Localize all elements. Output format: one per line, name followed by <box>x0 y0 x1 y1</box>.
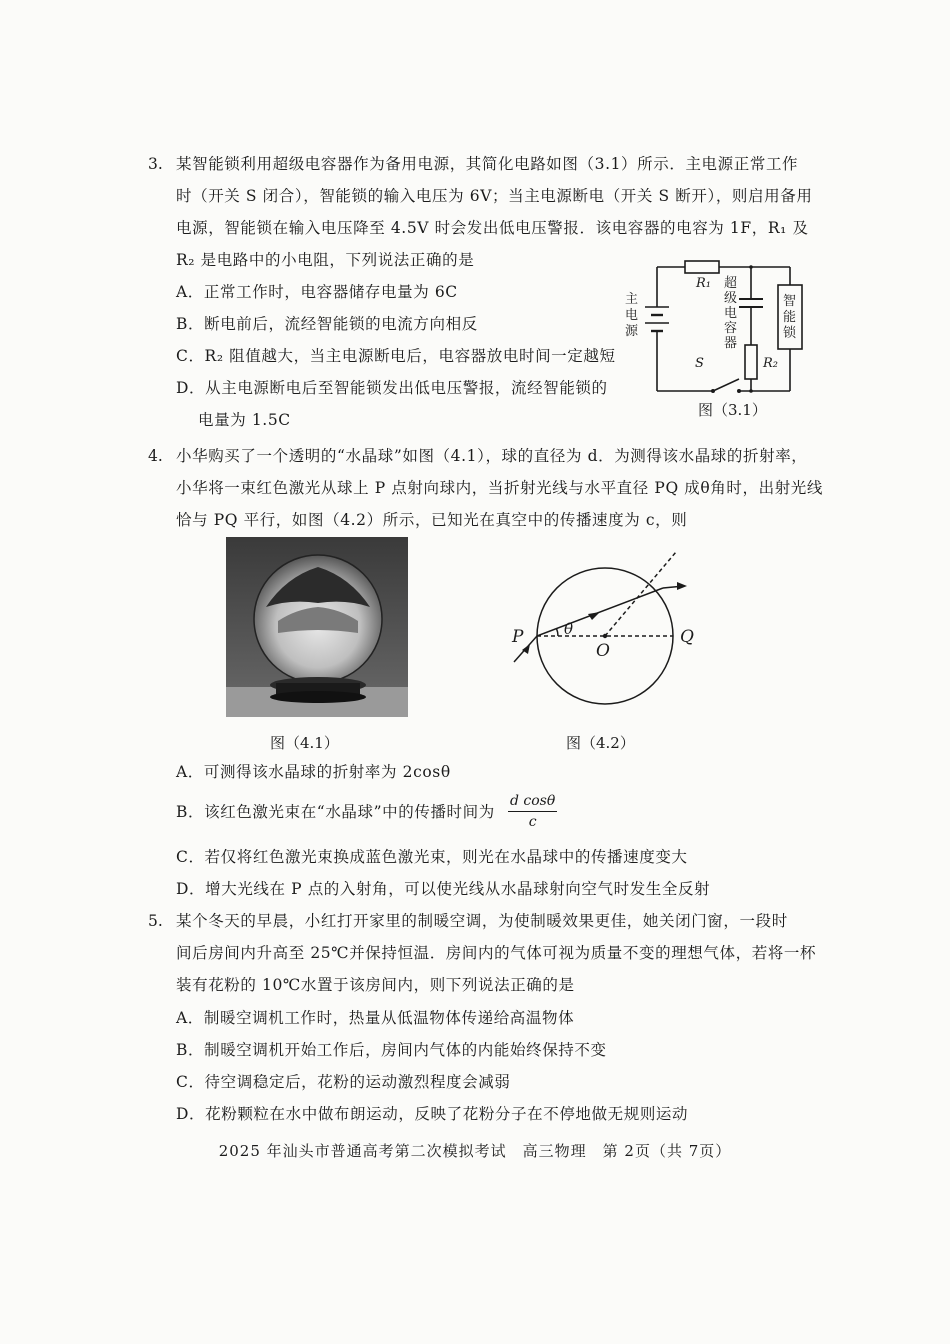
refraction-diagram <box>500 548 710 728</box>
fraction-denominator: c <box>528 814 537 830</box>
q3-option-c: C．R₂ 阻值越大，当主电源断电后，电容器放电时间一定越短 <box>176 347 616 365</box>
q5-option-c: C．待空调稳定后，花粉的运动激烈程度会减弱 <box>176 1073 511 1091</box>
circuit-diagram <box>615 255 820 420</box>
q4-stem-line-3: 恰与 PQ 平行，如图（4.2）所示，已知光在真空中的传播速度为 c，则 <box>176 511 688 529</box>
q4-stem-line-2: 小华将一束红色激光从球上 P 点射向球内，当折射光线与水平直径 PQ 成θ角时，出射光线 <box>176 479 824 497</box>
svg-text:级: 级 <box>724 291 738 306</box>
label-q: Q <box>680 627 694 647</box>
crystal-ball-photo <box>226 537 408 717</box>
fig-4-2-caption: 图（4.2） <box>566 734 635 752</box>
resistor-r1 <box>685 261 719 273</box>
switch-label: S <box>695 356 704 371</box>
q5-option-d: D．花粉颗粒在水中做布朗运动，反映了花粉分子在不停地做无规则运动 <box>176 1105 689 1123</box>
r1-label: R₁ <box>696 276 711 291</box>
fig-3-1-caption: 图（3.1） <box>698 401 767 419</box>
svg-text:电: 电 <box>625 308 639 323</box>
svg-text:容: 容 <box>724 321 738 336</box>
svg-text:主: 主 <box>625 292 639 307</box>
lock-label-vertical <box>783 294 797 341</box>
label-o: O <box>596 641 610 661</box>
q4-option-a: A．可测得该水晶球的折射率为 2cosθ <box>176 763 451 781</box>
page-footer: 2025 年汕头市普通高考第二次模拟考试 高三物理 第 2页（共 7页） <box>218 1142 732 1160</box>
q4-option-b-fraction <box>508 793 557 830</box>
q3-stem-line-4: R₂ 是电路中的小电阻，下列说法正确的是 <box>176 251 475 269</box>
q4-option-d: D．增大光线在 P 点的入射角，可以使光线从水晶球射向空气时发生全反射 <box>176 880 711 898</box>
q4-number: 4. <box>148 447 163 465</box>
q5-stem-line-3: 装有花粉的 10℃水置于该房间内，则下列说法正确的是 <box>176 976 575 994</box>
q5-number: 5. <box>148 912 163 930</box>
q5-option-a: A．制暖空调机工作时，热量从低温物体传递给高温物体 <box>176 1009 575 1027</box>
q3-stem-line-1: 某智能锁利用超级电容器作为备用电源，其简化电路如图（3.1）所示．主电源正常工作 <box>176 155 799 173</box>
q3-option-d-cont: 电量为 1.5C <box>198 411 291 429</box>
svg-text:锁: 锁 <box>783 326 797 341</box>
svg-text:智: 智 <box>783 294 797 309</box>
q3-number: 3. <box>148 155 163 173</box>
q4-stem-line-1: 小华购买了一个透明的“水晶球”如图（4.1），球的直径为 d．为测得该水晶球的折射率， <box>176 447 808 465</box>
q5-option-b: B．制暖空调机开始工作后，房间内气体的内能始终保持不变 <box>176 1041 607 1059</box>
q3-stem-line-3: 电源，智能锁在输入电压降至 4.5V 时会发出低电压警报．该电容器的电容为 1F，R₁ 及 <box>176 219 809 237</box>
q3-option-b: B．断电前后，流经智能锁的电流方向相反 <box>176 315 478 333</box>
switch-blade <box>713 379 739 391</box>
fig-4-1-caption: 图（4.1） <box>270 734 339 752</box>
svg-text:能: 能 <box>783 310 797 325</box>
fraction-numerator: d cosθ <box>508 793 557 812</box>
label-theta: θ <box>564 620 574 638</box>
svg-text:电: 电 <box>724 306 738 321</box>
svg-text:源: 源 <box>625 324 639 339</box>
q3-option-a: A．正常工作时，电容器储存电量为 6C <box>176 283 458 301</box>
q3-option-d: D．从主电源断电后至智能锁发出低电压警报，流经智能锁的 <box>176 379 608 397</box>
q4-option-b: B．该红色激光束在“水晶球”中的传播时间为 <box>176 803 495 821</box>
resistor-r2 <box>745 345 757 379</box>
q5-stem-line-1: 某个冬天的早晨，小红打开家里的制暖空调，为使制暖效果更佳，她关闭门窗，一段时 <box>176 912 788 930</box>
svg-text:器: 器 <box>724 336 738 351</box>
label-p: P <box>512 627 524 647</box>
q5-stem-line-2: 间后房间内升高至 25℃并保持恒温．房间内的气体可视为质量不变的理想气体，若将一杯 <box>176 944 817 962</box>
q3-stem-line-2: 时（开关 S 闭合），智能锁的输入电压为 6V；当主电源断电（开关 S 断开），则启用备用 <box>176 187 813 205</box>
r2-label: R₂ <box>763 356 778 371</box>
normal-line <box>605 552 676 636</box>
svg-text:超: 超 <box>724 276 738 291</box>
source-label-vertical <box>625 292 639 339</box>
capacitor-label-vertical <box>724 275 737 351</box>
q4-option-c: C．若仅将红色激光束换成蓝色激光束，则光在水晶球中的传播速度变大 <box>176 848 688 866</box>
